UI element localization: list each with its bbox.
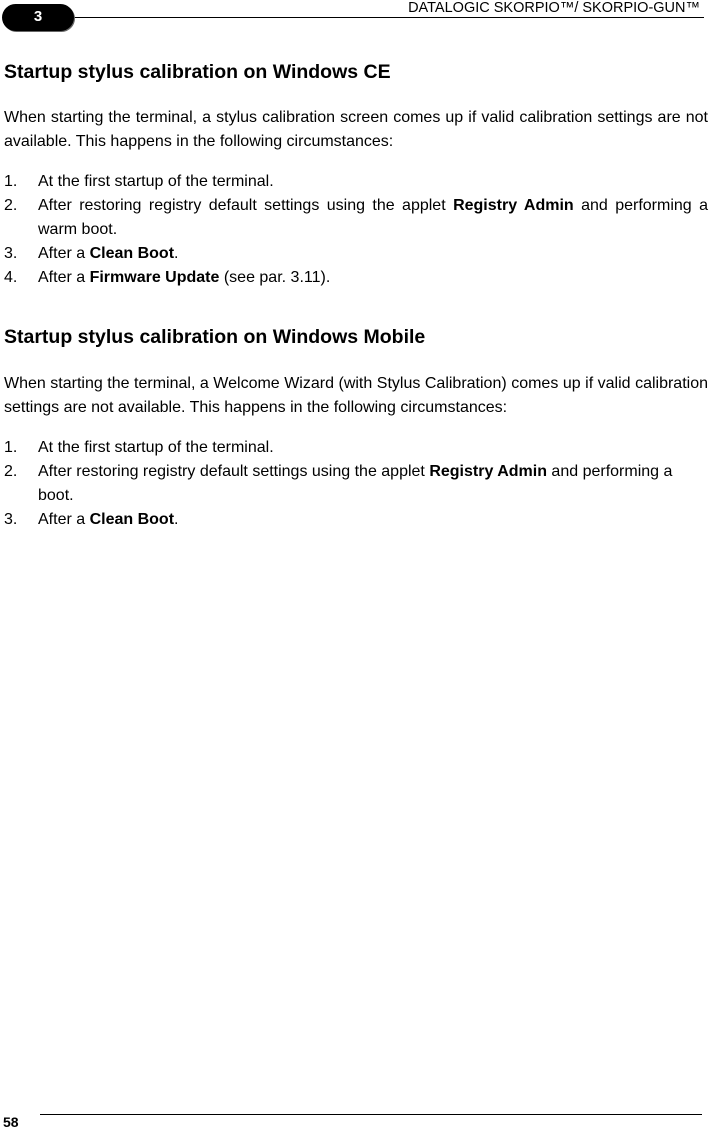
list-item-number: 2. [4,197,18,214]
list-item-bold-term: Registry Admin [429,463,547,480]
footer-rule [40,1114,702,1115]
list-item-number: 3. [4,245,18,262]
list-item-number: 1. [4,439,18,456]
list-item-bold-term: Clean Boot [89,245,175,262]
list-item [0,508,708,532]
list-item-text: After restoring registry default settings using the applet [38,197,454,214]
list-item-number: 4. [4,269,18,286]
list-item-bold-term: Clean Boot [89,511,175,528]
circumstance-list-windows-mobile [0,436,708,532]
list-item [0,266,708,290]
list-item-text-end: (see par. 3.11). [219,269,331,286]
page-number: 58 [3,1114,19,1130]
list-item-text-end: and performing a boot. [38,463,673,504]
list-item-bold-term: Firmware Update [89,269,220,286]
list-item [0,460,708,508]
chapter-badge [2,4,74,31]
section-intro-windows-ce: When starting the terminal, a stylus calibration screen comes up if valid calibration settings are not available. This happens in the following circumstances: [4,109,708,150]
list-item-text: At the first startup of the terminal. [38,439,274,456]
section-heading-windows-ce: Startup stylus calibration on Windows CE [4,61,391,83]
list-item-text: After a [38,511,90,528]
list-item-text-end: and performing a warm boot. [38,197,708,238]
chapter-number: 3 [33,8,43,25]
header-title: DATALOGIC SKORPIO™/ SKORPIO-GUN™ [408,0,700,16]
list-item-text: After a [38,269,90,286]
list-item [0,242,708,266]
circumstance-list-windows-ce [0,170,708,290]
section-heading-windows-mobile: Startup stylus calibration on Windows Mobile [4,326,426,348]
header-rule [70,17,704,18]
list-item-text: At the first startup of the terminal. [38,173,274,190]
list-item-text: After a [38,245,90,262]
list-item-text: After restoring registry default settings using the applet [38,463,430,480]
list-item [0,194,708,242]
list-item-number: 3. [4,511,18,528]
list-item-number: 1. [4,173,18,190]
list-item-text-end: . [174,245,179,262]
list-item [0,436,708,460]
list-item [0,170,708,194]
list-item-text-end: . [174,511,179,528]
list-item-number: 2. [4,463,18,480]
list-item-bold-term: Registry Admin [453,197,574,214]
section-intro-windows-mobile: When starting the terminal, a Welcome Wizard (with Stylus Calibration) comes up if valid calibration settings are not available. This happens in the following circumstances: [4,375,708,416]
